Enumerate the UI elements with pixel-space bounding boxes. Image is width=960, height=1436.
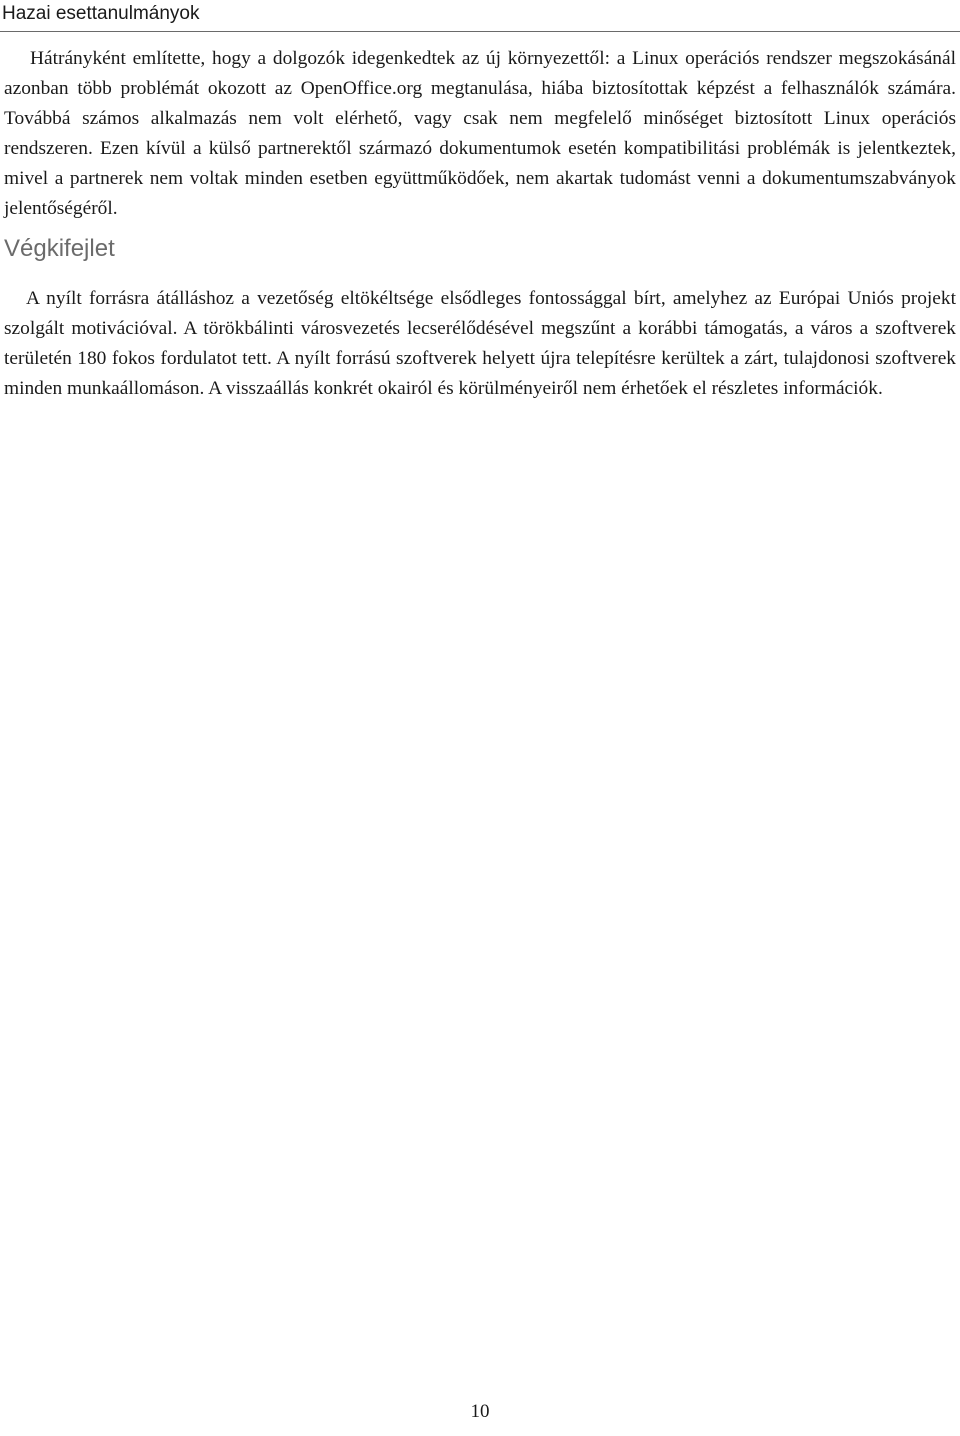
running-header [0,0,960,32]
body-paragraph: A nyílt forrásra átálláshoz a vezetőség eltökéltsége elsődleges fontossággal bírt, amelyhez az Európai Uniós projekt szolgált motivációval. A törökbálinti városvezetés lecserélődésével megszűnt a korábbi támogatás, a város a szoftverek területén 180 fokos fordulatot tett. A nyílt forrású szoftverek helyett újra telepítésre kerültek a zárt, tulajdonosi szoftverek minden munkaállomáson. A visszaállás konkrét okairól és körülményeiről nem érhetőek el részletes információk. [4,288,956,399]
page-number: 10 [470,1401,490,1422]
body-paragraph: Hátrányként említette, hogy a dolgozók idegenkedtek az új környezettől: a Linux operációs rendszer megszokásánál azonban több problémát okozott az OpenOffice.org megtanulása, hiába biztosítottak képzést a felhasználók számára. Továbbá számos alkalmazás nem volt elérhető, vagy csak nem megfelelő minőséget biztosított Linux operációs rendszeren. Ezen kívül a külső partnerektől származó dokumentumok esetén kompatibilitási problémák is jelentkeztek, mivel a partnerek nem voltak minden esetben együttműködőek, nem akartak tudomást venni a dokumentumszabványok jelentőségéről. [4,48,956,219]
page-content [4,44,956,404]
running-header-title: Hazai esettanulmányok [2,3,200,24]
section-heading: Végkifejlet [4,235,115,262]
